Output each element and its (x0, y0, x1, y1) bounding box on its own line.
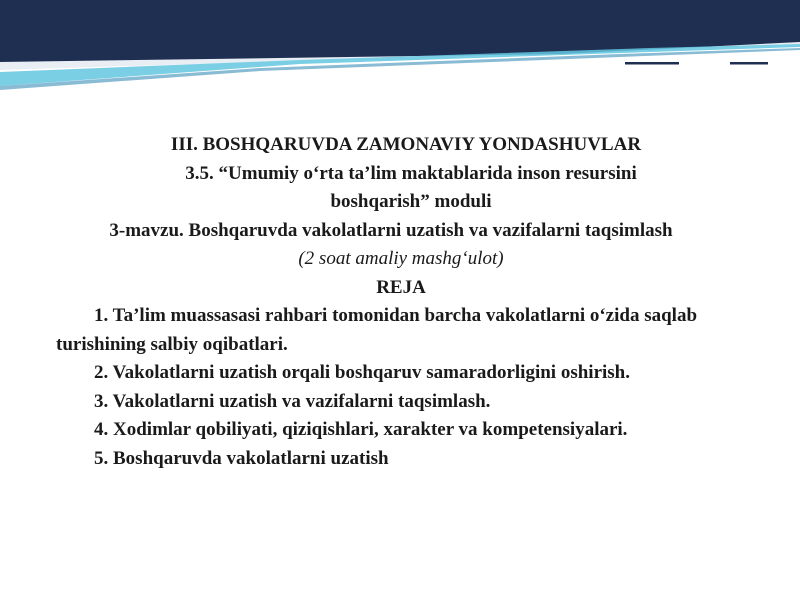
plan-item-3: 3. Vakolatlarni uzatish va vazifalarni taqsimlash. (94, 390, 491, 412)
plan-item-2: 2. Vakolatlarni uzatish orqali boshqaruv samaradorligini oshirish. (94, 362, 630, 383)
topic-title: 3-mavzu. Boshqaruvda vakolatlarni uzatish va vazifalarni taqsimlash (109, 219, 673, 241)
plan-item-1: 1. Ta’lim muassasasi rahbari tomonidan barcha vakolatlarni o‘zida saqlab turishining salbiy oqibatlari. (56, 305, 698, 355)
plan-item-5: 5. Boshqaruvda vakolatlarni uzatish (94, 447, 389, 469)
session-note: (2 soat amaliy mashg‘ulot) (298, 248, 504, 269)
plan-list (56, 302, 746, 473)
header-underline-left (625, 62, 679, 65)
section-title: III. BOSHQARUVDA ZAMONAVIY YONDASHUVLAR (170, 134, 642, 155)
module-title: 3.5. “Umumiy o‘rta ta’lim maktablarida inson resursini boshqarish” moduli (185, 162, 637, 212)
plan-item-4: 4. Xodimlar qobiliyati, qiziqishlari, xarakter va kompetensiyalari. (94, 419, 628, 440)
plan-heading: REJA (376, 276, 426, 298)
header-banner (0, 0, 800, 100)
header-underline-right (730, 62, 768, 65)
slide-content (56, 131, 746, 473)
